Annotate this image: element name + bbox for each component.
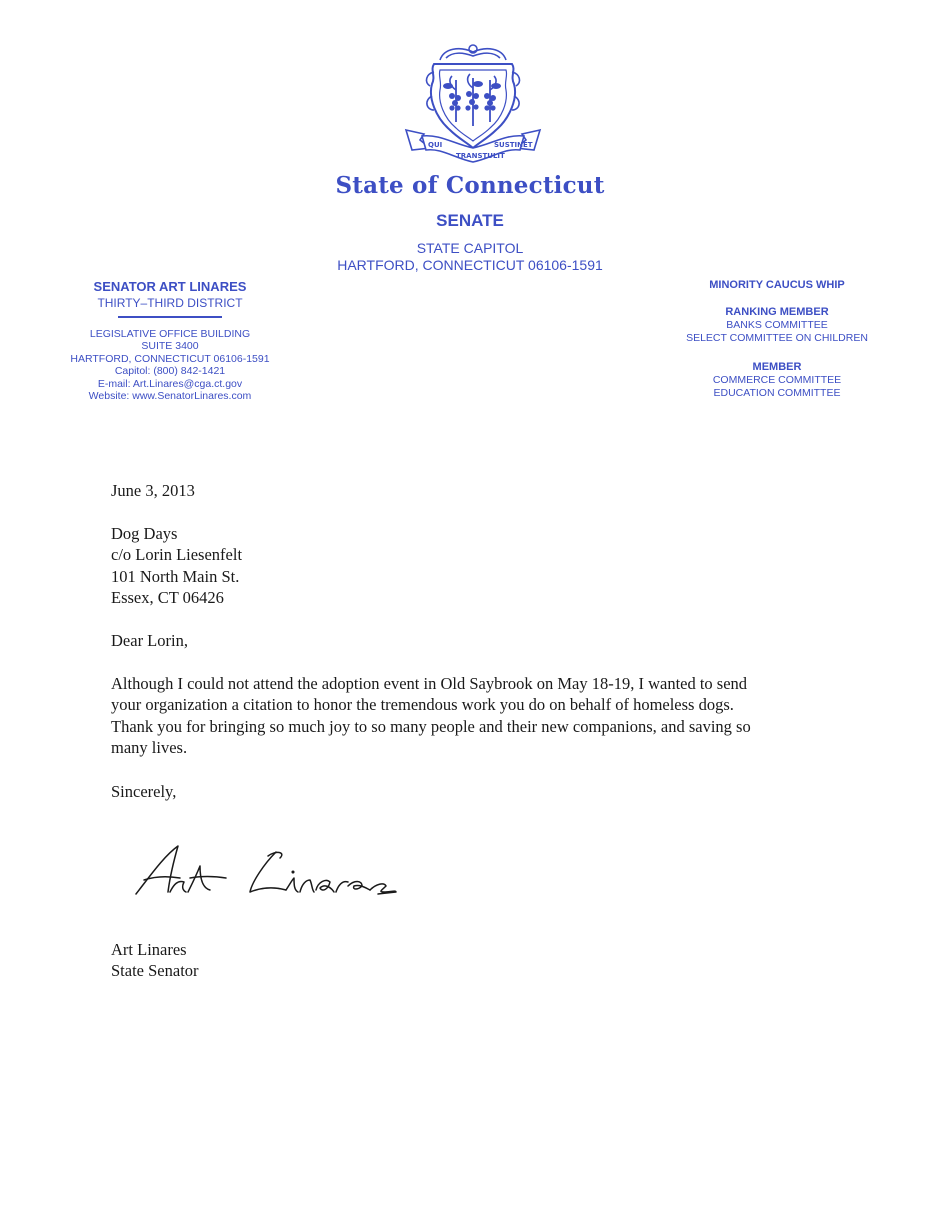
body-line: Thank you for bringing so much joy to so many people and their new companions, and saving so — [111, 716, 751, 736]
letter-date: June 3, 2013 — [111, 481, 195, 500]
senator-contact-block — [60, 278, 280, 402]
ranking-committee: BANKS COMMITTEE — [726, 319, 828, 331]
signer-title: State Senator — [111, 961, 199, 981]
chamber-name: SENATE — [436, 211, 504, 230]
capitol-line: STATE CAPITOL — [416, 240, 524, 256]
office-building: LEGISLATIVE OFFICE BUILDING — [89, 328, 251, 340]
closing: Sincerely, — [111, 782, 177, 801]
motto-word: QUI — [428, 141, 443, 149]
recipient-line: Dog Days — [111, 524, 178, 543]
recipient-address — [111, 523, 851, 608]
office-website-link[interactable]: Website: www.SenatorLinares.com — [88, 390, 252, 403]
office-suite: SUITE 3400 — [141, 340, 199, 353]
divider — [118, 316, 222, 318]
recipient-line: Essex, CT 06426 — [111, 587, 224, 607]
body-line: many lives. — [111, 737, 188, 757]
signer-block — [111, 939, 851, 982]
senator-name: SENATOR ART LINARES — [93, 279, 247, 294]
whip-role: MINORITY CAUCUS WHIP — [709, 279, 845, 291]
motto-word: SUSTINET — [494, 141, 533, 149]
body-line: your organization a citation to honor the tremendous work you do on behalf of homeless dogs. — [111, 695, 734, 715]
connecticut-state-seal-icon — [400, 40, 546, 172]
capitol-address: HARTFORD, CONNECTICUT 06106-1591 — [337, 257, 603, 273]
office-city: HARTFORD, CONNECTICUT 06106-1591 — [70, 352, 270, 365]
office-email-link[interactable]: E-mail: Art.Linares@cga.ct.gov — [97, 377, 243, 390]
salutation: Dear Lorin, — [111, 631, 188, 650]
member-committee: COMMERCE COMMITTEE — [712, 374, 842, 387]
committee-roles-block — [660, 279, 894, 399]
recipient-line: c/o Lorin Liesenfelt — [111, 545, 243, 565]
letter-body-paragraph — [111, 673, 851, 758]
state-title: State of Connecticut — [335, 172, 605, 199]
senator-district: THIRTY–THIRD DISTRICT — [97, 296, 243, 310]
recipient-line: 101 North Main St. — [111, 566, 240, 586]
member-committee: EDUCATION COMMITTEE — [713, 386, 841, 399]
handwritten-signature — [130, 836, 410, 902]
office-phone: Capitol: (800) 842-1421 — [114, 365, 226, 378]
body-line: Although I could not attend the adoption event in Old Saybrook on May 18-19, I wanted to send — [111, 674, 748, 693]
motto-word: TRANSTULIT — [456, 152, 505, 160]
member-heading: MEMBER — [752, 361, 802, 374]
ranking-committee: SELECT COMMITTEE ON CHILDREN — [686, 331, 868, 344]
signer-name: Art Linares — [111, 940, 187, 959]
ranking-member-heading: RANKING MEMBER — [725, 306, 829, 318]
